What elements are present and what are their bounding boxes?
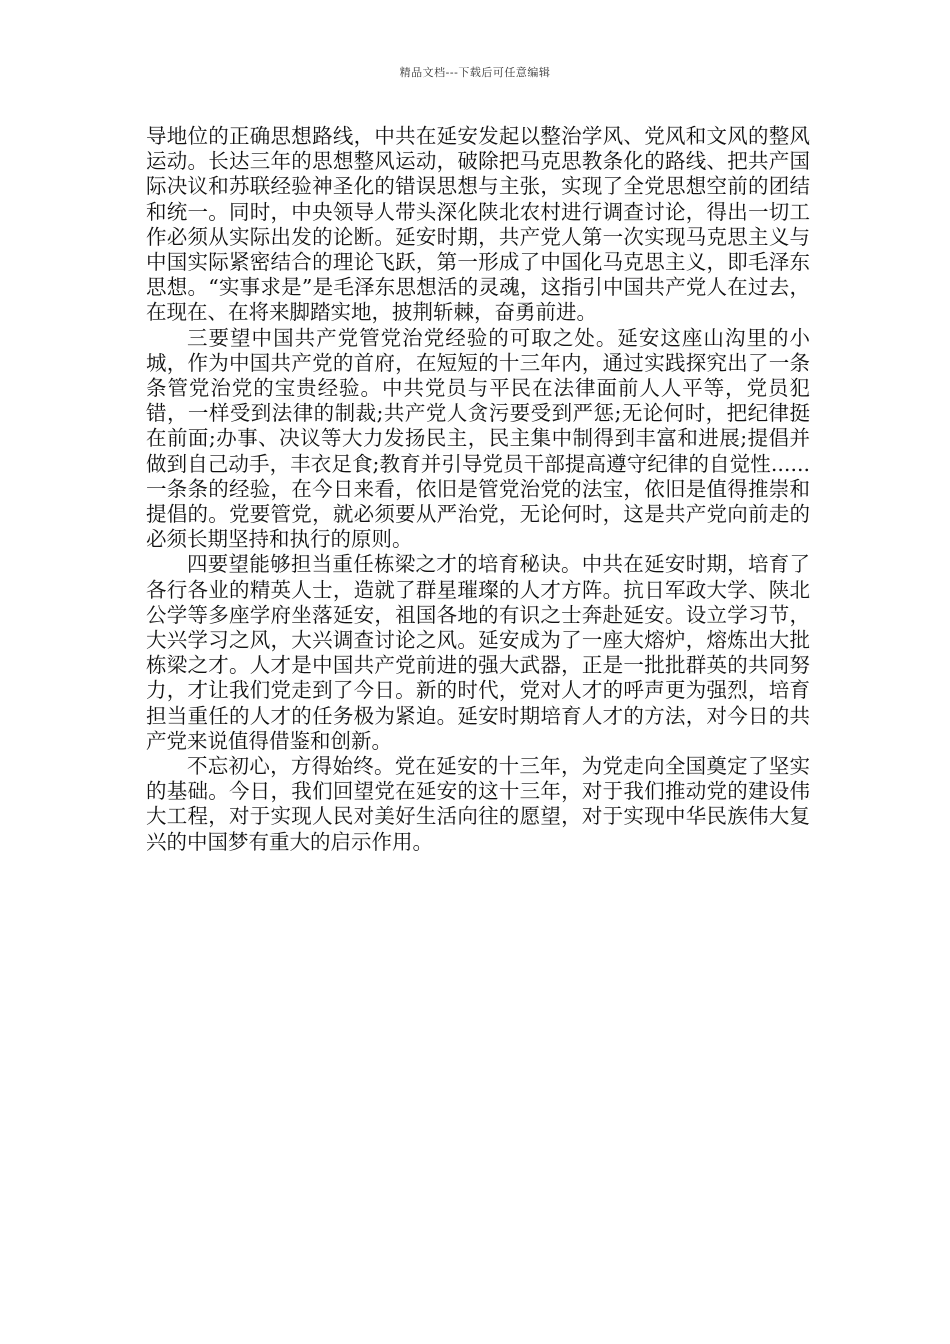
paragraph-conclusion: 不忘初心，方得始终。党在延安的十三年，为党走向全国奠定了坚实的基础。今日，我们回望党在延安的这十三年，对于我们推动党的建设伟大工程，对于实现人民对美好生活向往的愿望，对于实现中华民族伟大复兴的中国梦有重大的启示作用。 [146, 754, 810, 854]
page-header: 精品文档---下载后可任意编辑 [399, 66, 551, 79]
document-body [146, 124, 810, 855]
paragraph-party-governance: 三要望中国共产党管党治党经验的可取之处。延安这座山沟里的小城，作为中国共产党的首府，在短短的十三年内，通过实践探究出了一条条管党治党的宝贵经验。中共党员与平民在法律面前人人平等，党员犯错，一样受到法律的制裁;共产党人贪污要受到严惩;无论何时，把纪律挺在前面;办事、决议等大力发扬民主，民主集中制得到丰富和进展;提倡并做到自己动手，丰衣足食;教育并引导党员干部提高遵守纪律的自觉性......一条条的经验，在今日来看，依旧是管党治党的法宝，依旧是值得推崇和提倡的。党要管党，就必须要从严治党，无论何时，这是共产党向前走的必须长期坚持和执行的原则。 [146, 325, 810, 552]
paragraph-continuation: 导地位的正确思想路线，中共在延安发起以整治学风、党风和文风的整风运动。长达三年的思想整风运动，破除把马克思教条化的路线、把共产国际决议和苏联经验神圣化的错误思想与主张，实现了全党思想空前的团结和统一。同时，中央领导人带头深化陕北农村进行调查讨论，得出一切工作必须从实际出发的论断。延安时期，共产党人第一次实现马克思主义与中国实际紧密结合的理论飞跃，第一形成了中国化马克思主义，即毛泽东思想。“实事求是”是毛泽东思想活的灵魂，这指引中国共产党人在过去，在现在、在将来脚踏实地，披荆斩棘，奋勇前进。 [146, 124, 810, 325]
paragraph-talent-cultivation: 四要望能够担当重任栋梁之才的培育秘诀。中共在延安时期，培育了各行各业的精英人士，造就了群星璀璨的人才方阵。抗日军政大学、陕北公学等多座学府坐落延安，祖国各地的有识之士奔赴延安。设立学习节，大兴学习之风，大兴调查讨论之风。延安成为了一座大熔炉，熔炼出大批栋梁之才。人才是中国共产党前进的强大武器，正是一批批群英的共同努力，才让我们党走到了今日。新的时代，党对人才的呼声更为强烈，培育担当重任的人才的任务极为紧迫。延安时期培育人才的方法，对今日的共产党来说值得借鉴和创新。 [146, 552, 810, 753]
